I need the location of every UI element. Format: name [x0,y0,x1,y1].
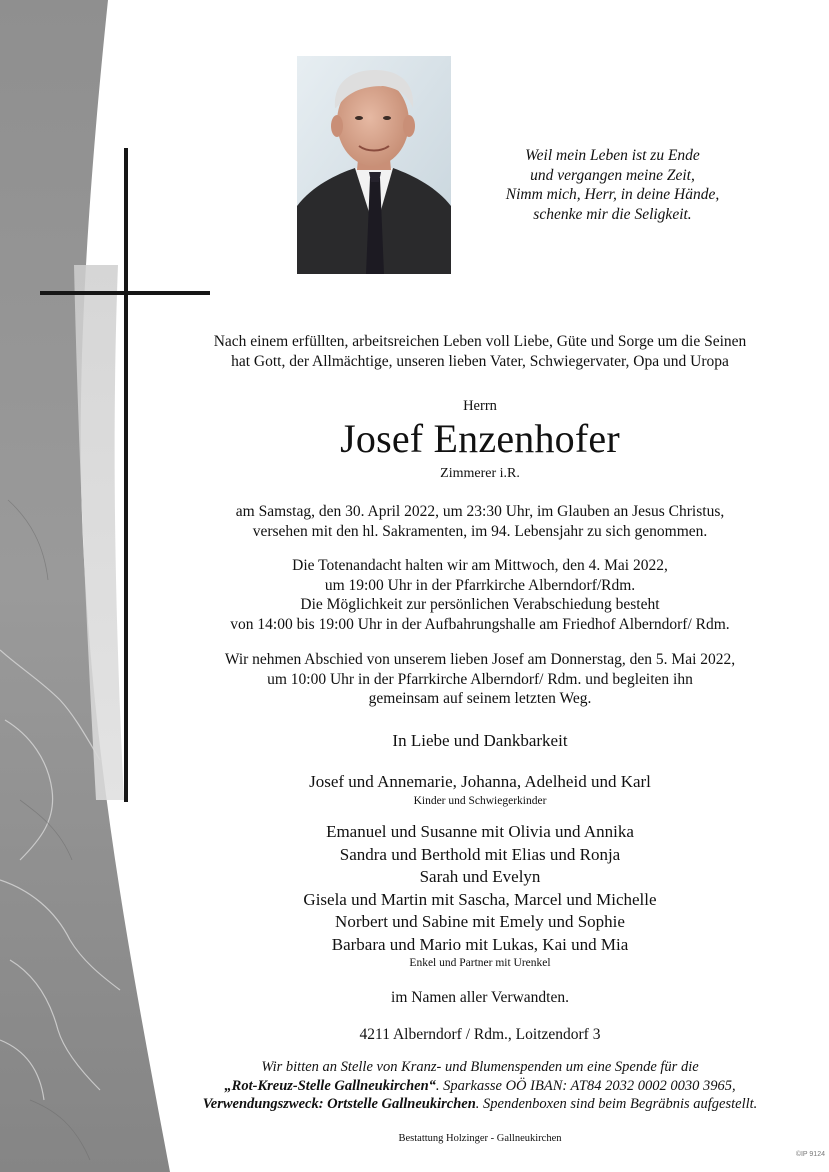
poem [480,146,745,224]
poem-line: und vergangen meine Zeit, [530,166,695,184]
cross-vertical-bar [124,148,128,802]
children-names: Josef und Annemarie, Johanna, Adelheid und Karl [309,772,651,791]
funeral-line: um 10:00 Uhr in der Pfarrkirche Alberndorf/ Rdm. und begleiten ihn [267,670,693,688]
donation-purpose: Verwendungszweck: Ortstelle Gallneukirchen [202,1096,476,1112]
grandchildren-names: Emanuel und Susanne mit Olivia und Annika [326,822,634,841]
death-notice-line: am Samstag, den 30. April 2022, um 23:30 Uhr, im Glauben an Jesus Christus, [235,503,725,520]
funeral-line: Wir nehmen Abschied von unserem lieben Josef am Donnerstag, den 5. Mai 2022, [224,651,736,668]
vigil-line: Die Totenandacht halten wir am Mittwoch, den 4. Mai 2022, [292,557,668,574]
death-notice-line: versehen mit den hl. Sakramenten, im 94. Lebensjahr zu sich genommen. [252,522,708,540]
vigil-line: von 14:00 bis 19:00 Uhr in der Aufbahrungshalle am Friedhof Alberndorf/ Rdm. [230,615,730,633]
poem-line: Nimm mich, Herr, in deine Hände, [505,186,720,203]
donation-note: . Spendenboxen sind beim Begräbnis aufgestellt. [475,1096,758,1112]
vigil-line: Die Möglichkeit zur persönlichen Verabschiedung besteht [300,596,660,613]
grandchildren-section [140,821,820,970]
donation-recipient: „Rot-Kreuz-Stelle Gallneukirchen“ [224,1077,436,1094]
vigil-line: um 19:00 Uhr in der Pfarrkirche Alberndorf/Rdm. [324,576,636,594]
salutation: Herrn [463,398,497,414]
grandchildren-names: Norbert und Sabine mit Emely und Sophie [335,912,625,931]
donation-bank: . Sparkasse OÖ IBAN: AT84 2032 0002 0030 3965, [435,1077,736,1094]
grandchildren-names: Sandra und Berthold mit Elias und Ronja [339,844,621,864]
donation-line: Wir bitten an Stelle von Kranz- und Blumenspenden um eine Spende für die [261,1059,699,1075]
poem-line: schenke mir die Seligkeit. [533,205,692,223]
donation-request [120,1058,829,1114]
occupation: Zimmerer i.R. [440,466,520,481]
poem-line: Weil mein Leben ist zu Ende [525,147,700,164]
death-notice [140,502,820,541]
grandchildren-names: Sarah und Evelyn [419,867,541,886]
funeral-info [140,650,820,709]
family-address: 4211 Alberndorf / Rdm., Loitzendorf 3 [359,1026,601,1043]
children-label: Kinder und Schwiegerkinder [413,794,547,807]
intro-line: Nach einem erfüllten, arbeitsreichen Leben voll Liebe, Güte und Sorge um die Seinen [213,333,747,350]
children-section [140,771,820,808]
grandchildren-names: Barbara und Mario mit Lukas, Kai und Mia [331,934,629,954]
donation-line [120,1077,829,1096]
funeral-line: gemeinsam auf seinem letzten Weg. [368,690,592,707]
undertaker: Bestattung Holzinger - Gallneukirchen [398,1133,562,1144]
intro-line: hat Gott, der Allmächtige, unseren lieben Vater, Schwiegervater, Opa und Uropa [231,352,729,370]
grandchildren-label: Enkel und Partner mit Urenkel [409,957,551,969]
intro-text [140,332,820,371]
portrait-photo [297,56,451,274]
vigil-info [140,556,820,634]
grandchildren-names: Gisela und Martin mit Sascha, Marcel und Michelle [303,889,657,909]
donation-line [120,1095,829,1114]
cross-horizontal-bar [40,291,210,295]
closing-phrase: In Liebe und Dankbarkeit [392,731,568,750]
deceased-name: Josef Enzenhofer [340,416,620,461]
relatives-line: im Namen aller Verwandten. [391,989,569,1006]
print-code: ©IP 9124 [795,1151,825,1158]
